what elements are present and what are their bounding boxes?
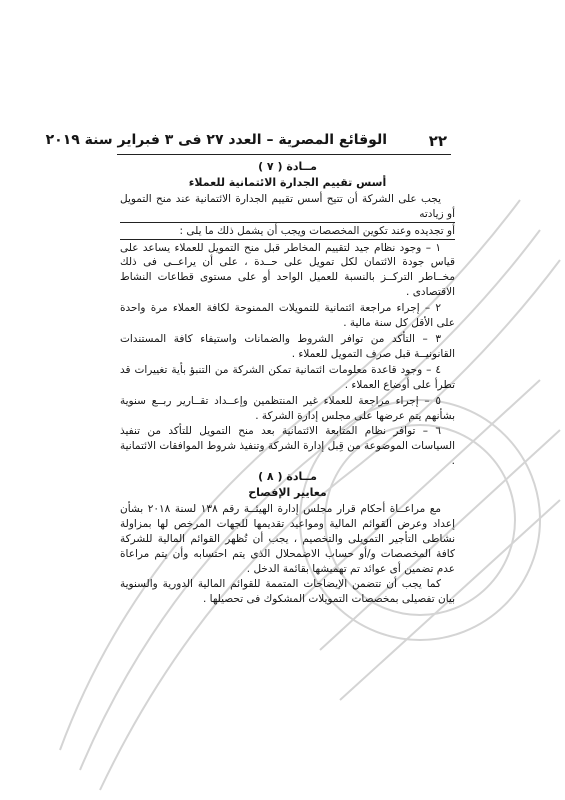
article-8-paragraph-1: مع مراعــاة أحكام قرار مجلس إدارة الهيئــة رقم ١٣٨ لسنة ٢٠١٨ بشأن إعداد وعرض القوائم المالية ومواعيد تقديمها للجهات المرخص لها بمزاولة نشاطى التأجير التمويلى والتخصيم ، يجب أن تُظهر القوائم المالية للشركة كافة المخصصات و/أو حساب الاضمحلال الذى يتم احتسابه وأن يتم مراعاة عدم تضمين أى عوائد تم تهميشها بقائمة الدخل . [120, 502, 455, 575]
article-7-subheading: أسس تقييم الجدارة الائتمانية للعملاء [188, 175, 387, 189]
article-7-item-6: ٦ – توافر نظام المتابعة الائتمانية بعد منح التمويل للتأكد من تنفيذ السياسات الموضوعة من قِبل إدارة الشركة وتنفيذ شروط الموافقات الائتمانية . [120, 425, 455, 468]
article-7-item-3: ٣ – التأكد من توافر الشروط والضمانات واستيفاء كافة المستندات القانونيــة قبل صرف التمويل للعملاء . [120, 332, 455, 360]
article-7-item-2: ٢ – إجراء مراجعة ائتمانية للتمويلات الممنوحة لكافة العملاء مرة واحدة على الأقل كل سنة مالية . [120, 302, 455, 330]
gazette-title: الوقائع المصرية – العدد ٢٧ فى ٣ فبراير سنة ٢٠١٩ [45, 132, 387, 148]
article-8-heading: مــادة ( ٨ ) [258, 470, 317, 484]
article-7-item-4: ٤ – وجود قاعدة معلومات ائتمانية تمكن الشركة من التنبؤ بأية تغييرات قد تطرأ على أوضاع العملاء . [120, 363, 455, 391]
page-header [45, 128, 451, 155]
article-8-paragraph-2: كما يجب أن تتضمن الإيضاحات المتممة للقوائم المالية الدورية والسنوية بيان تفصيلى بمخصصات التمويلات المشكوك فى تحصيلها . [120, 578, 455, 606]
article-7-intro-line-2: أو تجديده وعند تكوين المخصصات ويجب أن يشمل ذلك ما يلى : [120, 224, 455, 240]
page-number: ٢٢ [428, 132, 447, 150]
article-7-item-1: ١ – وجود نظام جيد لتقييم المخاطر قبل منح التمويل للعملاء يساعد على قياس جودة الائتمان لكل تمويل على حــدة ، على أن يراعــى فى ذلك مخــاطر التركــز بالنسبة للعميل الواحد أو على مستوى قطاعات النشاط الاقتصادى . [120, 241, 455, 299]
article-8-subheading: معايير الإفصاح [248, 486, 327, 500]
article-7-item-5: ٥ – إجراء مراجعة للعملاء غير المنتظمين وإعــداد تقــارير ربــع سنوية بشأنهم يتم عرضها على مجلس إدارة الشركة . [120, 394, 455, 422]
article-7-intro-line-1: يجب على الشركة أن تتيح أسس تقييم الجدارة الائتمانية عند منح التمويل أو زيادته [120, 192, 455, 223]
page-body [120, 160, 455, 608]
article-7-heading: مــادة ( ٧ ) [258, 160, 317, 173]
